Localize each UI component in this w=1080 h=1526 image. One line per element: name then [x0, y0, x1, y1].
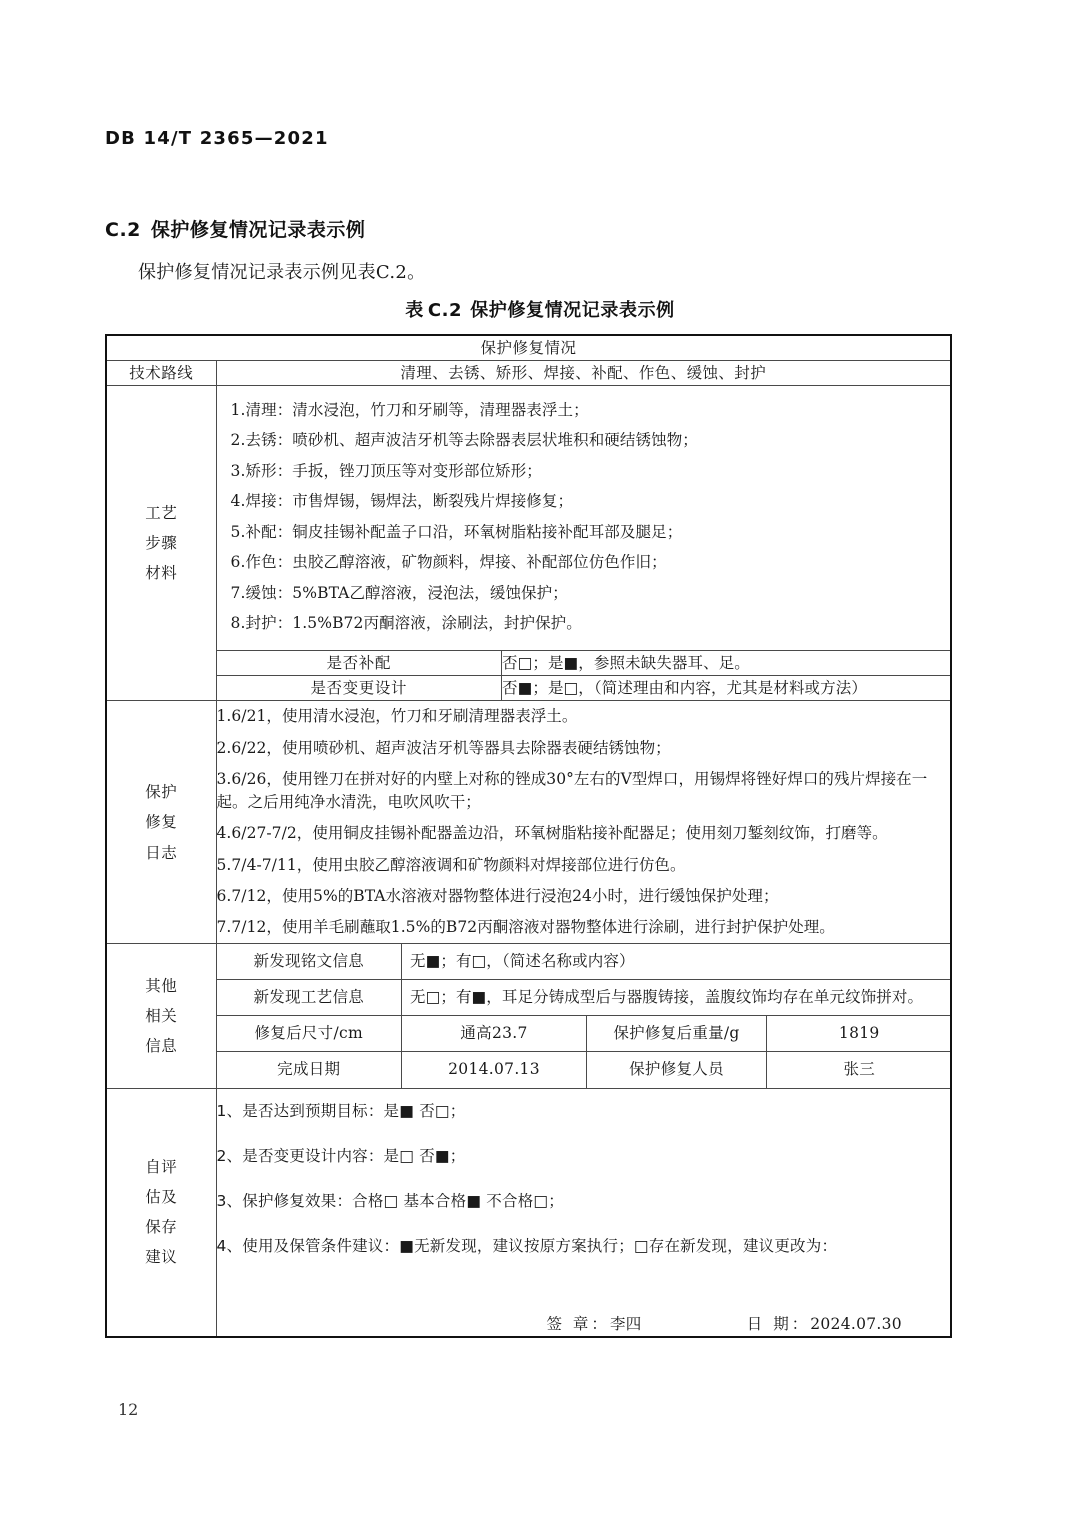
process-steps-label-line: 材料 [145, 564, 178, 583]
other-info-label-line: 相关 [145, 1006, 178, 1025]
signature-row [217, 1312, 951, 1336]
self-assessment-label-line: 建议 [145, 1248, 178, 1267]
signature-date-field[interactable] [747, 1312, 902, 1336]
assessment-item-goal[interactable]: 1、是否达到预期目标：是■ 否□； [216, 1101, 466, 1120]
repair-log-entry: 3.6/26，使用锉刀在拼对好的内壁上对称的锉成30°左右的V型焊口，用锡焊将锉好焊口的残片焊接在一起。之后用纯净水清洗，电吹风吹干； [216, 769, 928, 812]
process-step: 2.去锈：喷砂机、超声波洁牙机等去除器表层状堆积和硬结锈蚀物； [230, 431, 698, 450]
clause-title: 保护修复情况记录表示例 [150, 219, 366, 241]
craft-label: 新发现工艺信息 [217, 980, 402, 1016]
table-caption-number: C.2 [427, 300, 463, 321]
process-step: 4.焊接：市售焊锡，锡焊法，断裂残片焊接修复； [230, 492, 574, 511]
table-caption-prefix: 表 [405, 300, 424, 321]
process-steps-label-line: 工艺 [145, 503, 178, 522]
repair-log-label [106, 701, 216, 944]
table-title-row [106, 335, 951, 361]
assessment-item-storage-advice[interactable]: 4、使用及保管条件建议：■无新发现，建议按原方案执行；□存在新发现，建议更改为： [216, 1237, 838, 1256]
repair-log-entry: 7.7/12，使用羊毛刷蘸取1.5%的B72丙酮溶液对器物整体进行涂刷，进行封护保护处理。 [216, 918, 835, 937]
size-label: 修复后尺寸/cm [217, 1016, 402, 1052]
process-steps-content-cell [216, 386, 951, 701]
restorer-label: 保护修复人员 [587, 1052, 767, 1088]
repair-log-entry: 1.6/21，使用清水浸泡，竹刀和牙刷清理器表浮土。 [216, 707, 578, 726]
self-assessment-label-line: 自评 [145, 1157, 178, 1176]
table-title-cell: 保护修复情况 [106, 335, 951, 361]
completion-row [217, 1052, 952, 1088]
other-info-content-cell [216, 944, 951, 1088]
process-step: 3.矫形：手扳，锉刀顶压等对变形部位矫形； [230, 461, 542, 480]
clause-paragraph: 保护修复情况记录表示例见表C.2。 [138, 262, 426, 283]
question-value-design-change[interactable]: 否■；是□，（简述理由和内容，尤其是材料或方法） [502, 676, 952, 701]
process-steps-label [106, 386, 216, 701]
technical-route-row [106, 361, 951, 386]
question-label-design-change: 是否变更设计 [217, 676, 502, 701]
measurement-row [217, 1016, 952, 1052]
size-value: 通高23.7 [402, 1016, 587, 1052]
inscription-value[interactable]: 无■；有□，（简述名称或内容） [402, 944, 952, 980]
process-questions-table [217, 650, 952, 700]
restorer-value: 张三 [767, 1052, 952, 1088]
other-info-label-line: 其他 [145, 976, 178, 995]
technical-route-label: 技术路线 [106, 361, 216, 386]
page-number: 12 [118, 1400, 139, 1419]
table-caption [0, 296, 1080, 322]
weight-label: 保护修复后重量/g [587, 1016, 767, 1052]
other-info-table [217, 944, 952, 1087]
other-info-row [106, 944, 951, 1088]
process-steps-label-line: 步骤 [145, 534, 178, 553]
process-step: 5.补配：铜皮挂锡补配盖子口沿，环氧树脂粘接补配耳部及腿足； [230, 522, 683, 541]
question-value-supplement[interactable]: 否□；是■，参照未缺失器耳、足。 [502, 651, 952, 676]
repair-log-label-line: 日志 [145, 843, 178, 862]
clause-heading [105, 215, 365, 242]
question-label-supplement: 是否补配 [217, 651, 502, 676]
inscription-row [217, 944, 952, 980]
process-steps-row [106, 386, 951, 701]
process-step: 1.清理：清水浸泡，竹刀和牙刷等，清理器表浮土； [230, 400, 589, 419]
repair-log-entry: 4.6/27-7/2，使用铜皮挂锡补配器盖边沿，环氧树脂粘接补配器足；使用刻刀錾刻纹饰，打磨等。 [216, 824, 888, 843]
signature-value: 李四 [609, 1314, 642, 1333]
self-assessment-content [216, 1088, 951, 1337]
repair-log-entry: 5.7/4-7/11，使用虫胶乙醇溶液调和矿物颜料对焊接部位进行仿色。 [216, 855, 686, 874]
repair-log-list [216, 701, 951, 944]
self-assessment-label-line: 保存 [145, 1218, 178, 1236]
question-row-design-change [217, 676, 952, 701]
completion-date-label: 完成日期 [217, 1052, 402, 1088]
signature-date-label: 日 期： [746, 1314, 811, 1333]
repair-log-entry: 6.7/12，使用5%的BTA水溶液对器物整体进行浸泡24小时，进行缓蚀保护处理； [216, 886, 779, 905]
craft-row [217, 980, 952, 1016]
craft-value[interactable]: 无□；有■，耳足分铸成型后与器腹铸接，盖腹纹饰均存在单元纹饰拼对。 [402, 980, 952, 1016]
other-info-label-line: 信息 [145, 1037, 178, 1056]
process-steps-list [217, 386, 951, 650]
process-step: 7.缓蚀：5%BTA乙醇溶液，浸泡法，缓蚀保护； [230, 583, 568, 602]
table-caption-title: 保护修复情况记录表示例 [470, 300, 675, 321]
self-assessment-label [106, 1088, 216, 1337]
self-assessment-row [106, 1088, 951, 1337]
completion-date-value: 2014.07.13 [402, 1052, 587, 1088]
protection-restoration-record-table [105, 334, 952, 1338]
question-row-supplement [217, 651, 952, 676]
signature-field[interactable] [547, 1312, 642, 1336]
repair-log-row [106, 701, 951, 944]
assessment-item-design-change[interactable]: 2、是否变更设计内容：是□ 否■； [216, 1146, 466, 1165]
signature-date-value: 2024.07.30 [810, 1314, 902, 1333]
technical-route-value: 清理、去锈、矫形、焊接、补配、作色、缓蚀、封护 [216, 361, 951, 386]
assessment-item-effect[interactable]: 3、保护修复效果：合格□ 基本合格■ 不合格□； [216, 1192, 564, 1210]
process-step: 6.作色：虫胶乙醇溶液，矿物颜料，焊接、补配部位仿色作旧； [230, 553, 667, 572]
clause-number: C.2 [105, 219, 141, 241]
repair-log-label-line: 修复 [145, 813, 178, 832]
process-step: 8.封护：1.5%B72丙酮溶液，涂刷法，封护保护。 [230, 614, 582, 633]
repair-log-label-line: 保护 [145, 783, 178, 802]
standard-number-header: DB 14/T 2365—2021 [105, 128, 329, 149]
weight-value: 1819 [767, 1016, 952, 1052]
repair-log-entry: 2.6/22，使用喷砂机、超声波洁牙机等器具去除器表硬结锈蚀物； [216, 738, 671, 757]
inscription-label: 新发现铭文信息 [217, 944, 402, 980]
self-assessment-label-line: 估及 [145, 1187, 178, 1206]
other-info-label [106, 944, 216, 1088]
signature-label: 签 章： [546, 1314, 610, 1333]
